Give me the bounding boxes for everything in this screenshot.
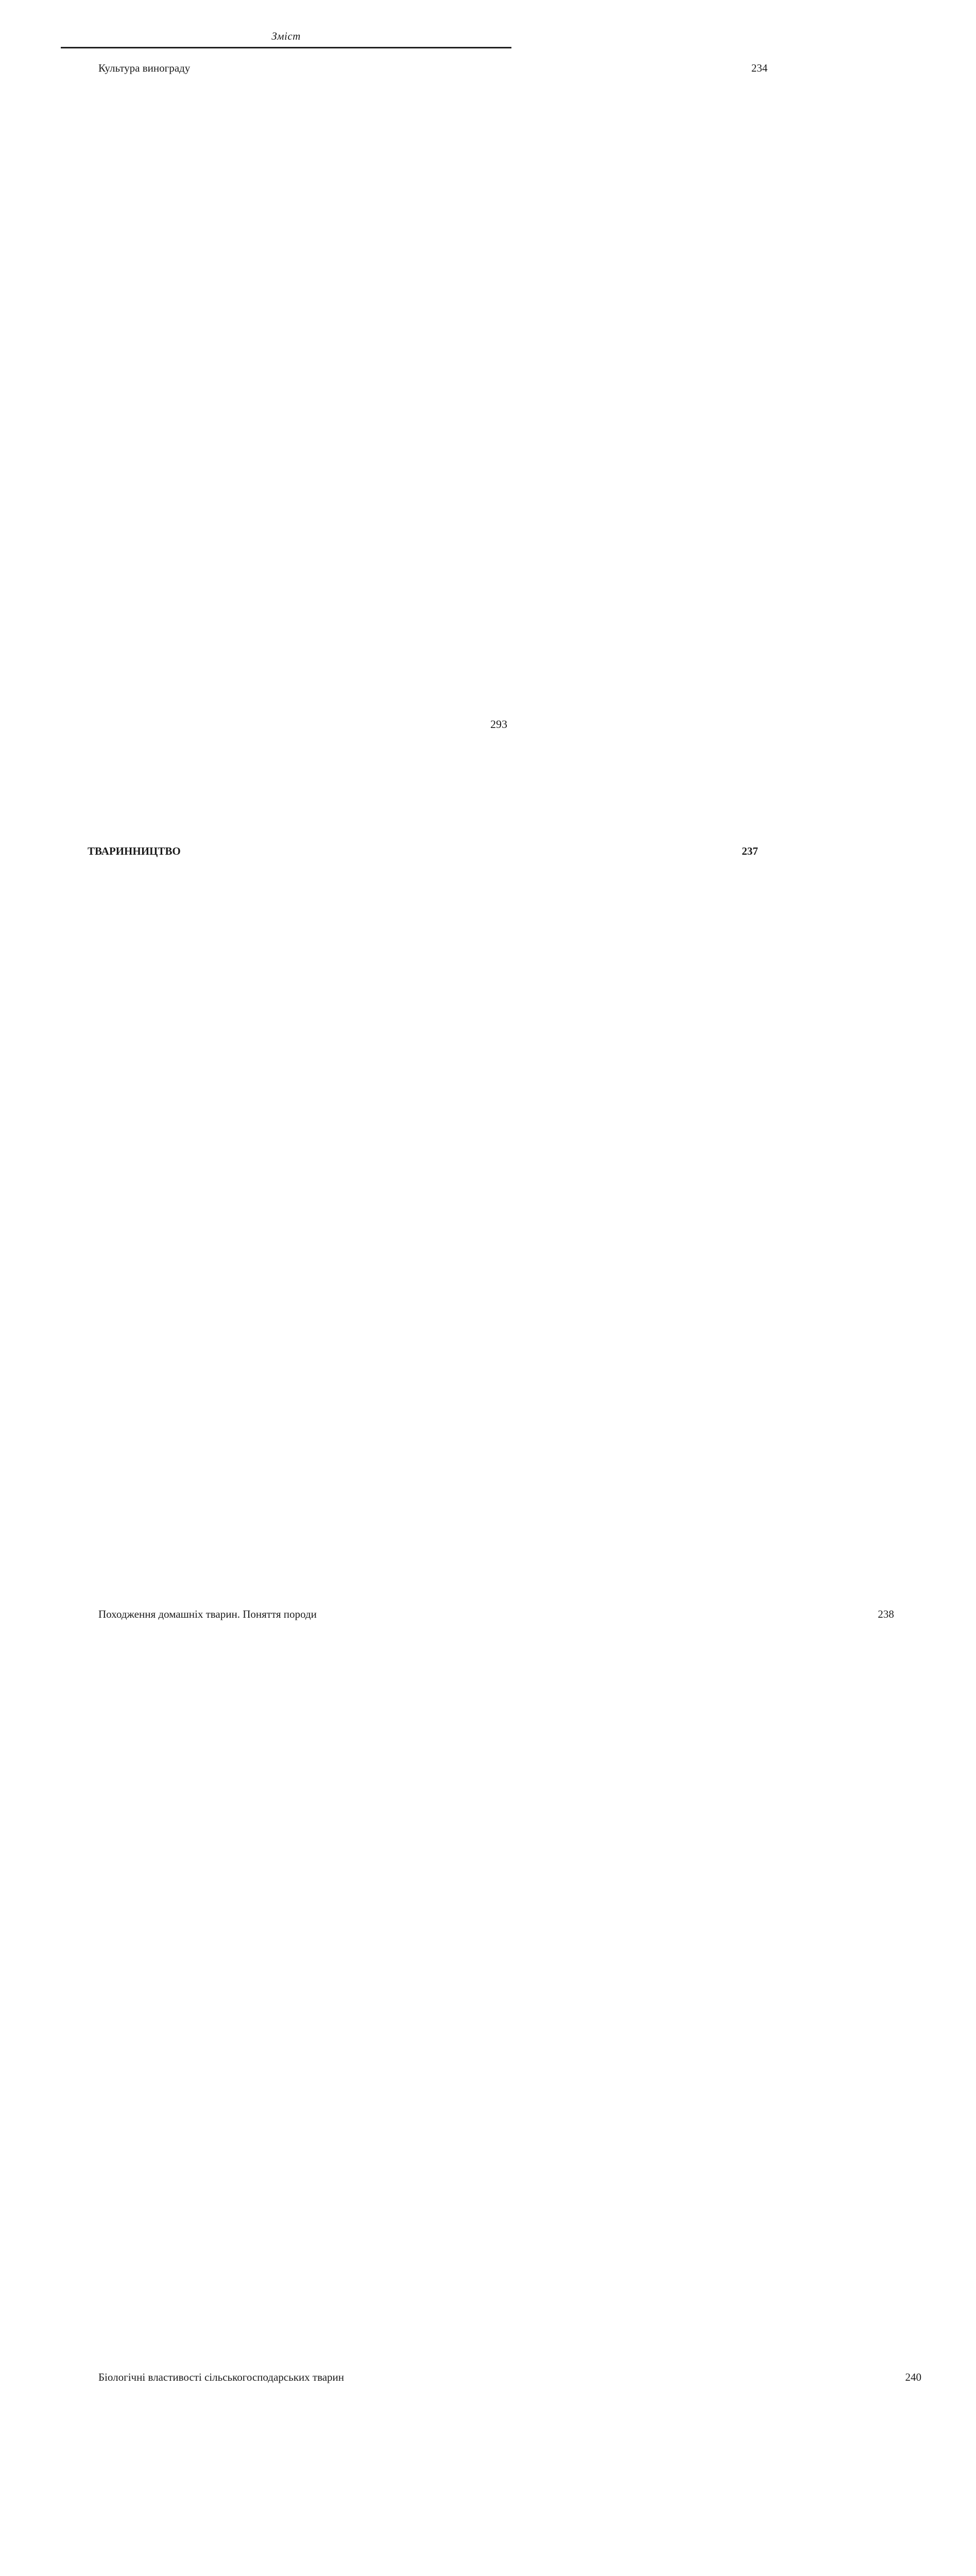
toc-entry [88, 61, 768, 824]
toc-entry-page: 234 [193, 61, 767, 824]
toc-list [88, 48, 922, 2576]
toc-entry [88, 844, 758, 1607]
toc-entry-title: Біологічні властивості сільськогосподарських тварин [98, 2371, 345, 2383]
page-header-title: Зміст [271, 30, 301, 42]
toc-entry-page: 237 [184, 844, 758, 1607]
toc-entry-title: Культура винограду [98, 62, 191, 74]
page-header [61, 0, 511, 48]
toc-entry [88, 1607, 894, 2370]
toc-entry [88, 2370, 922, 2576]
toc-entry-title: ТВАРИННИЦТВО [88, 845, 181, 857]
toc-entry-page: 240 [347, 2370, 921, 2576]
toc-entry-page: 238 [320, 1607, 894, 2370]
toc-entry-title: Походження домашніх тварин. Поняття породи [98, 1608, 317, 1620]
footer-page-number: 293 [490, 718, 507, 731]
